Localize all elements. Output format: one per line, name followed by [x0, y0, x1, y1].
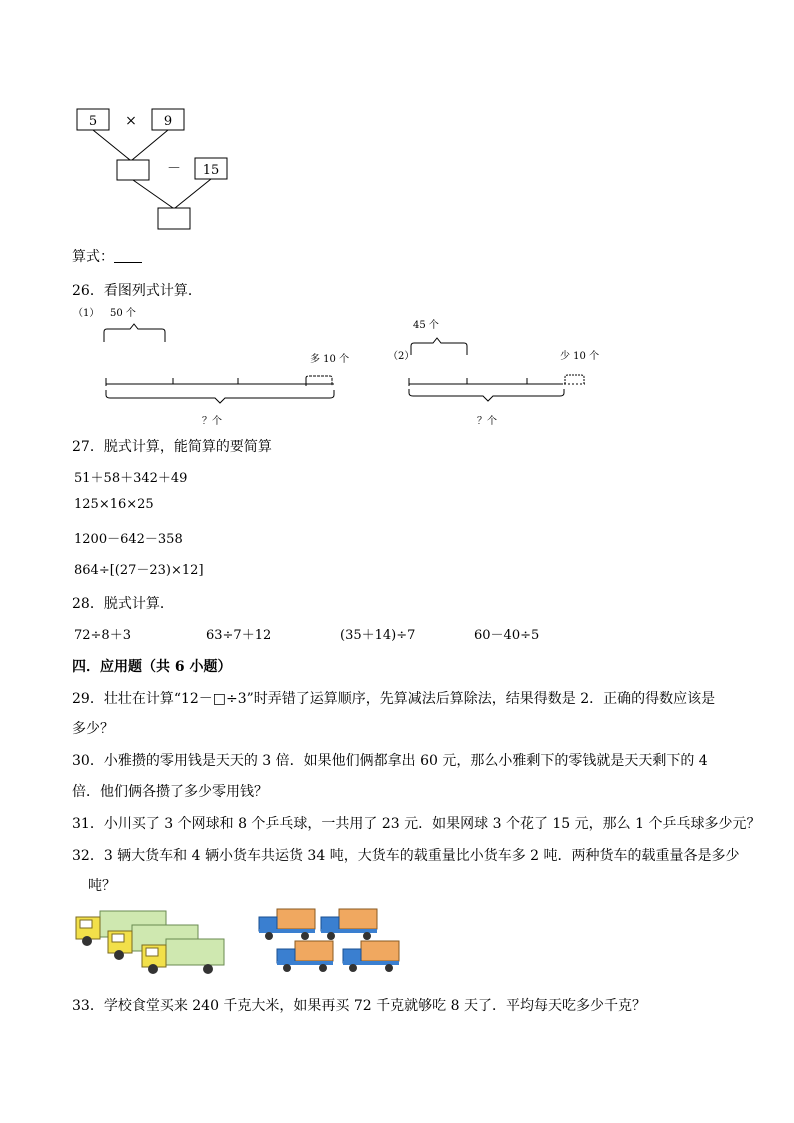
q26-title: 26．看图列式计算． — [72, 283, 202, 299]
q28-expr-1: 72÷8＋3 — [74, 628, 131, 643]
q28-expr-4: 60－40÷5 — [474, 628, 540, 643]
tree-num-a: 5 — [88, 114, 98, 129]
q30-line-1: 30．小雅攒的零用钱是天天的 3 倍．如果他们俩都拿出 60 元，那么小雅剩下的零钱就是天天剩下的 4 — [72, 753, 708, 769]
q31-text: 31．小川买了 3 个网球和 8 个乒乓球，一共用了 23 元．如果网球 3 个花了 15 元，那么 1 个乒乓球多少元？ — [72, 816, 761, 832]
formula-label: 算式： — [72, 249, 114, 265]
q27-expr-2: 125×16×25 — [74, 497, 154, 512]
q29-line-2: 多少？ — [72, 721, 114, 737]
small-truck-icon — [321, 909, 377, 940]
q26-2-less-brace — [565, 375, 584, 384]
q26-2-brace-label: 45 个 — [413, 320, 439, 331]
tree-num-c: 15 — [202, 163, 220, 178]
small-trucks-illustration — [255, 905, 415, 977]
box-blank-product — [117, 160, 149, 180]
q33-text: 33．学校食堂买来 240 千克大米，如果再买 72 千克就够吃 8 天了．平均每天吃多少千克？ — [72, 998, 646, 1014]
q26-1-num: （1） — [73, 308, 100, 319]
q26-1-brace-label: 50 个 — [110, 308, 136, 319]
small-truck-icon — [259, 909, 315, 940]
q26-2-num: （2） — [388, 351, 415, 362]
q26-diagram-2 — [385, 310, 615, 435]
calculation-tree-diagram — [70, 100, 250, 235]
q26-1-total-label: ？个 — [202, 416, 222, 427]
q27-expr-4: 864÷[(27－23)×12] — [74, 563, 204, 578]
tree-op-minus: － — [167, 161, 181, 177]
q28-expr-2: 63÷7＋12 — [206, 628, 272, 643]
q26-2-extra-label: 少 10 个 — [560, 351, 600, 362]
q32-line-1: 32．3 辆大货车和 4 辆小货车共运货 34 吨，大货车的载重量比小货车多 2 吨．两种货车的载重量各是多少 — [72, 848, 740, 864]
answer-blank[interactable] — [114, 248, 142, 263]
q26-diagram-1 — [70, 300, 370, 430]
tree-op-multiply: × — [125, 113, 137, 129]
q26-1-extra-label: 多 10 个 — [310, 354, 350, 365]
q28-title: 28．脱式计算． — [72, 596, 174, 612]
q26-1-bottom-brace — [106, 390, 334, 403]
formula-line — [72, 247, 142, 267]
tree-num-b: 9 — [163, 114, 173, 129]
q30-line-2: 倍．他们俩各攒了多少零用钱？ — [72, 784, 268, 800]
q26-2-total-label: ？个 — [477, 416, 497, 427]
q27-title: 27．脱式计算，能简算的要简算 — [72, 439, 272, 455]
q29-line-1: 29．壮壮在计算“12－□÷3”时弄错了运算顺序，先算减法后算除法，结果得数是 2．正确的得数应该是 — [72, 691, 716, 707]
box-blank-result — [158, 208, 190, 229]
q28-expr-3: (35＋14)÷7 — [340, 628, 416, 643]
section-4-heading: 四．应用题（共 6 小题） — [72, 659, 232, 675]
q26-2-bottom-brace — [409, 389, 564, 401]
q26-2-top-brace — [411, 338, 467, 355]
small-truck-icon — [277, 941, 333, 972]
q27-expr-1: 51＋58＋342＋49 — [74, 471, 188, 486]
big-trucks-illustration — [72, 905, 232, 977]
small-truck-icon — [343, 941, 399, 972]
q26-1-top-brace — [104, 324, 165, 342]
q27-expr-3: 1200－642－358 — [74, 532, 183, 547]
q32-line-2: 吨？ — [88, 878, 116, 894]
